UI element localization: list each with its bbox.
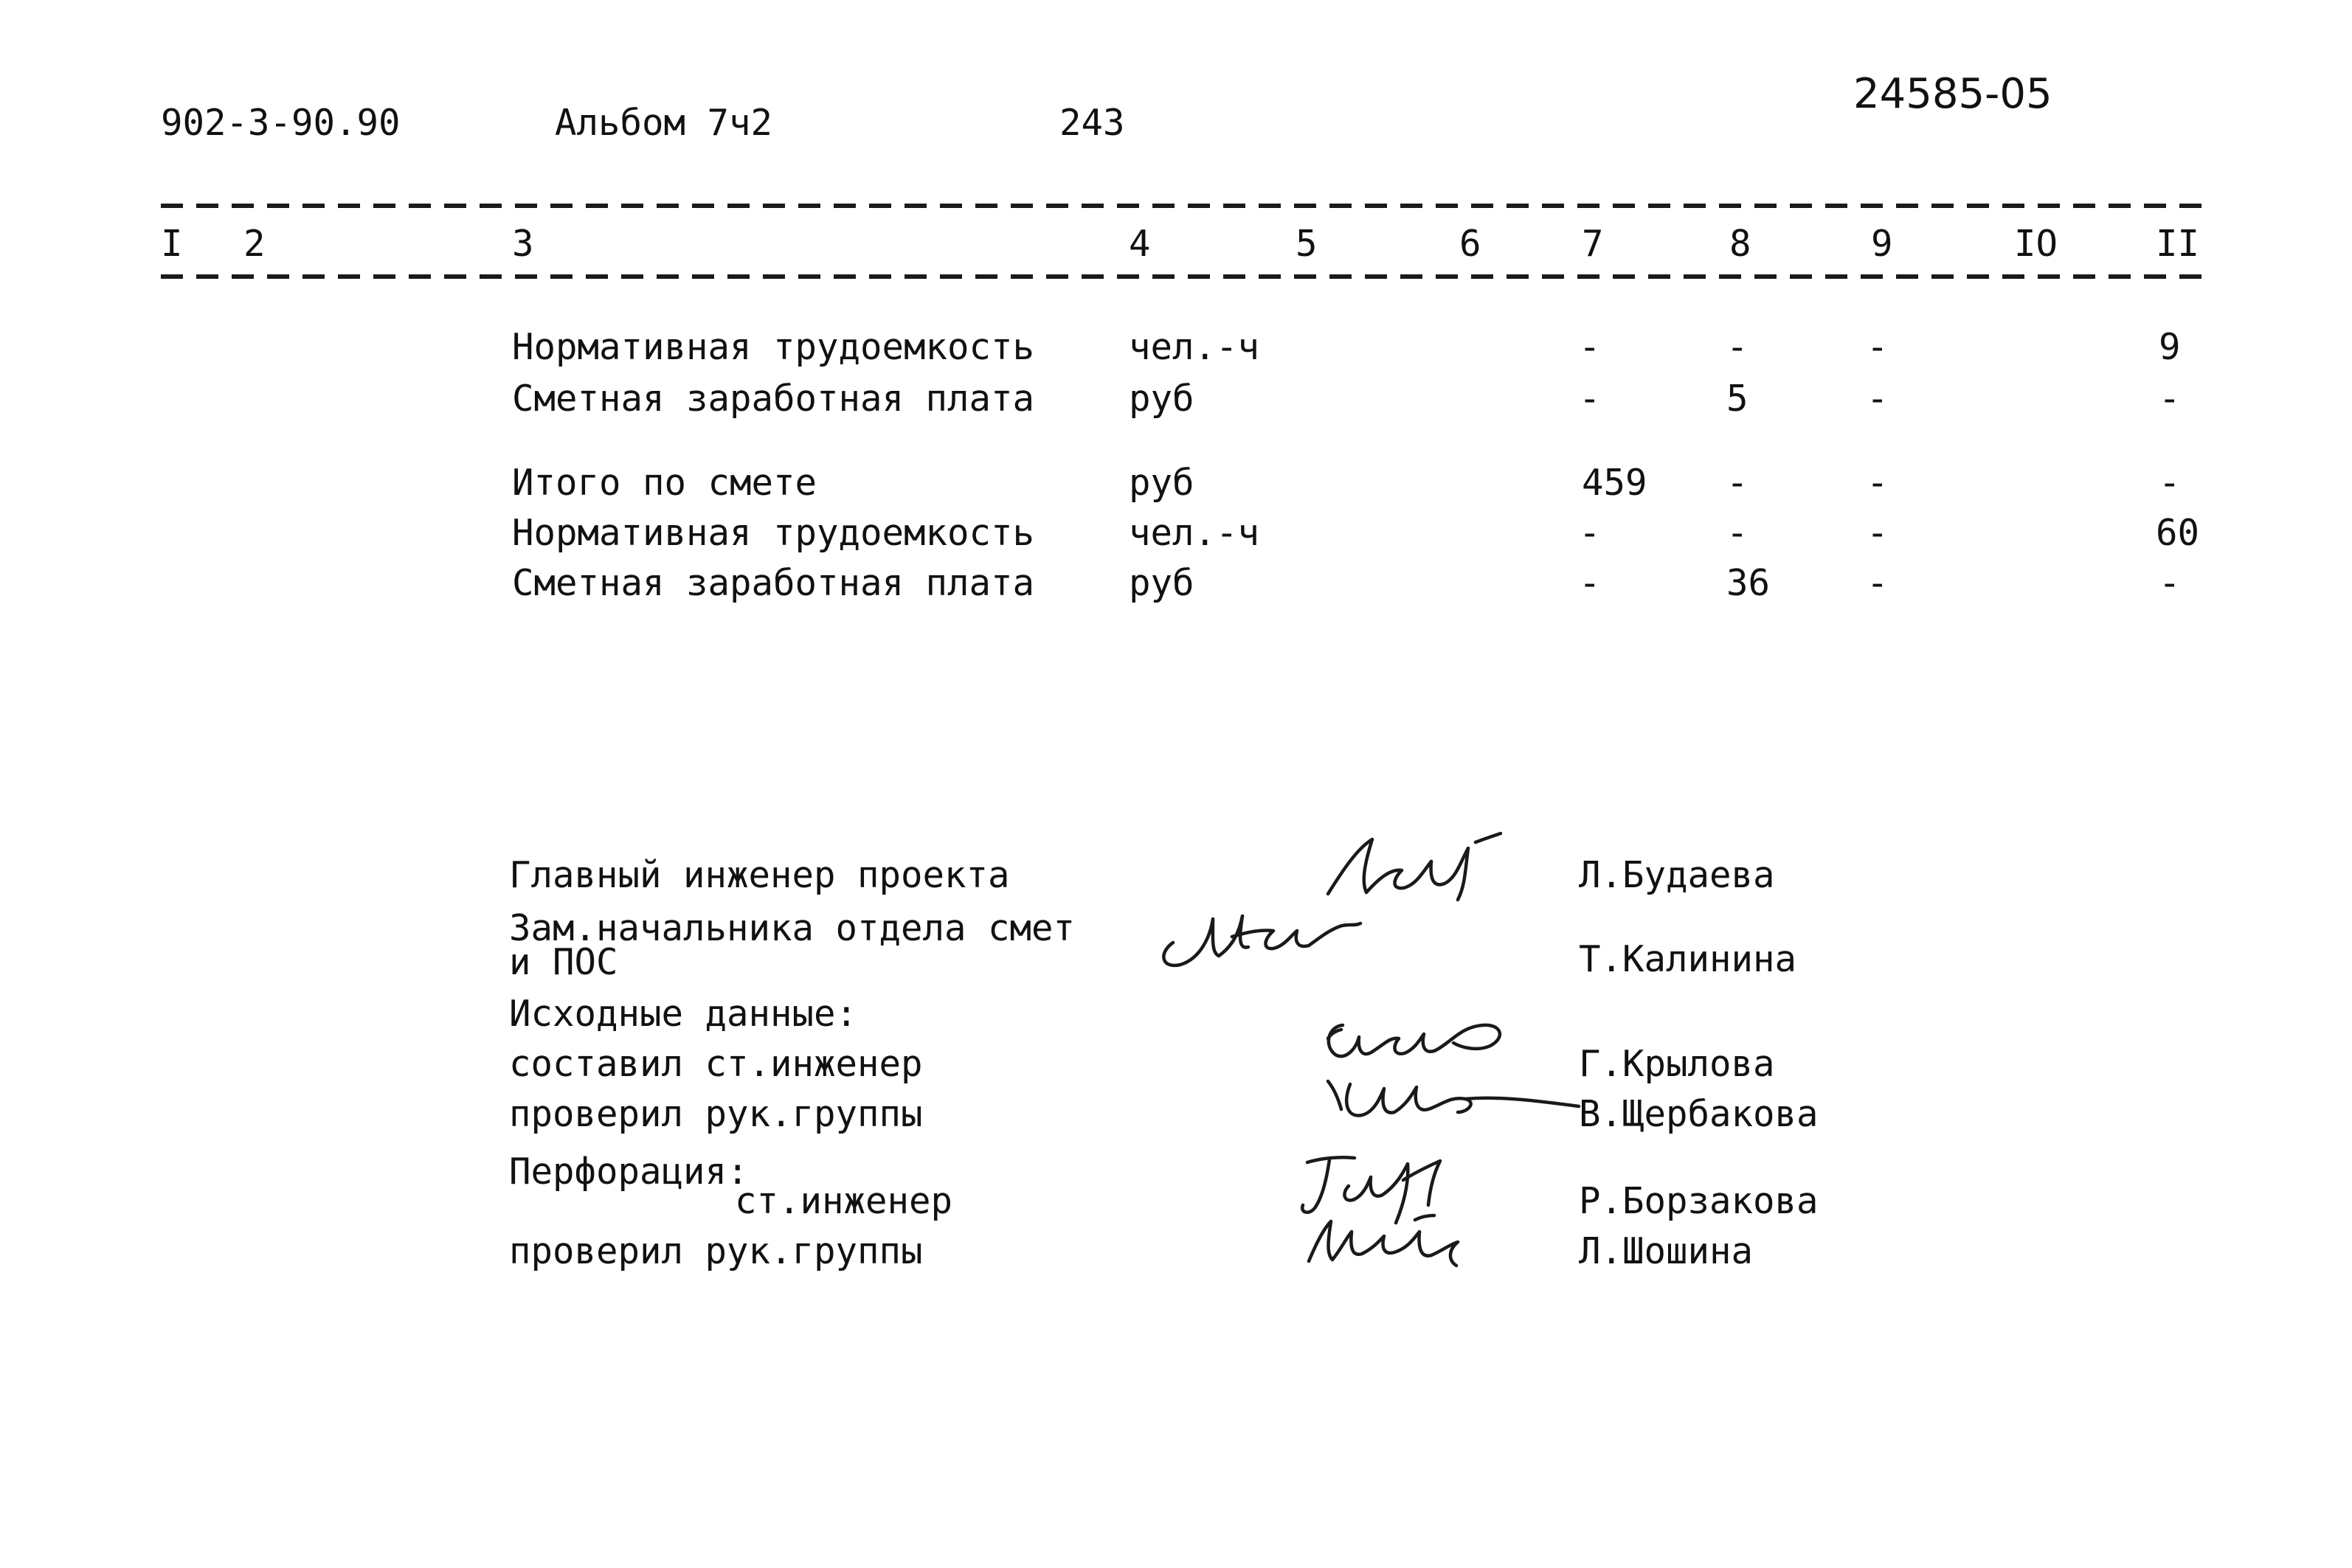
table-header-rule: [161, 274, 2201, 279]
table-top-rule: [161, 204, 2201, 208]
column-header-5: 5: [1296, 223, 1318, 265]
perforation-engineer-name: Р.Борзакова: [1579, 1180, 1819, 1222]
row-name: Нормативная трудоемкость: [512, 512, 1035, 554]
row-unit: руб: [1129, 562, 1194, 604]
cell-col9: -: [1867, 512, 1889, 554]
deputy-head-name: Т.Калинина: [1579, 938, 1797, 980]
signature-checked: [1321, 1066, 1586, 1140]
cell-col11: -: [2159, 378, 2181, 420]
cell-col8: 36: [1726, 562, 1771, 604]
cell-col8: 5: [1726, 378, 1749, 420]
chief-engineer-name: Л.Будаева: [1579, 854, 1775, 896]
deputy-head-role: Зам.начальника отдела смет: [509, 907, 1076, 949]
cell-col11: -: [2159, 562, 2181, 604]
perforation-checked-name: Л.Шошина: [1579, 1230, 1754, 1272]
column-header-8: 8: [1729, 223, 1751, 265]
column-header-6: 6: [1459, 223, 1481, 265]
source-data-heading: Исходные данные:: [509, 993, 858, 1035]
signature-deputy-head: [1151, 894, 1365, 975]
page-number: 243: [1059, 102, 1125, 144]
cell-col11: 9: [2159, 326, 2181, 368]
checked-role: проверил рук.группы: [509, 1093, 923, 1135]
album-label: Альбом 7ч2: [555, 102, 773, 144]
cell-col7: -: [1579, 512, 1601, 554]
cell-col7: -: [1579, 562, 1601, 604]
row-unit: чел.-ч: [1129, 512, 1260, 554]
column-header-2: 2: [243, 223, 266, 265]
chief-engineer-role: Главный инженер проекта: [509, 854, 1010, 896]
cell-col9: -: [1867, 562, 1889, 604]
perforation-engineer-role: ст.инженер: [735, 1180, 953, 1222]
cell-col9: -: [1867, 326, 1889, 368]
column-header-1: I: [161, 223, 183, 265]
row-unit: руб: [1129, 462, 1194, 504]
cell-col9: -: [1867, 378, 1889, 420]
column-header-7: 7: [1582, 223, 1604, 265]
doc-code: 902-3-90.90: [161, 102, 401, 144]
compiled-role: составил ст.инженер: [509, 1043, 923, 1085]
checked-name: В.Щербакова: [1579, 1093, 1819, 1135]
row-name: Сметная заработная плата: [512, 378, 1035, 420]
cell-col11: 60: [2156, 512, 2200, 554]
column-header-11: II: [2156, 223, 2200, 265]
cell-col8: -: [1726, 462, 1749, 504]
row-name: Сметная заработная плата: [512, 562, 1035, 604]
column-header-4: 4: [1129, 223, 1151, 265]
column-header-9: 9: [1871, 223, 1893, 265]
perforation-heading: Перфорация:: [509, 1151, 749, 1193]
cell-col7: 459: [1582, 462, 1647, 504]
row-unit: чел.-ч: [1129, 326, 1260, 368]
deputy-head-role-cont: и ПОС: [509, 941, 618, 983]
perforation-checked-role: проверил рук.группы: [509, 1230, 923, 1272]
column-header-3: 3: [512, 223, 534, 265]
cell-col11: -: [2159, 462, 2181, 504]
cell-col8: -: [1726, 326, 1749, 368]
cell-col9: -: [1867, 462, 1889, 504]
stamp-number: 24585-05: [1853, 70, 2052, 118]
cell-col7: -: [1579, 326, 1601, 368]
row-name: Итого по смете: [512, 462, 817, 504]
signature-perforation-checked: [1297, 1207, 1467, 1273]
row-name: Нормативная трудоемкость: [512, 326, 1035, 368]
cell-col7: -: [1579, 378, 1601, 420]
column-header-10: IO: [2014, 223, 2058, 265]
compiled-name: Г.Крылова: [1579, 1043, 1775, 1085]
row-unit: руб: [1129, 378, 1194, 420]
cell-col8: -: [1726, 512, 1749, 554]
